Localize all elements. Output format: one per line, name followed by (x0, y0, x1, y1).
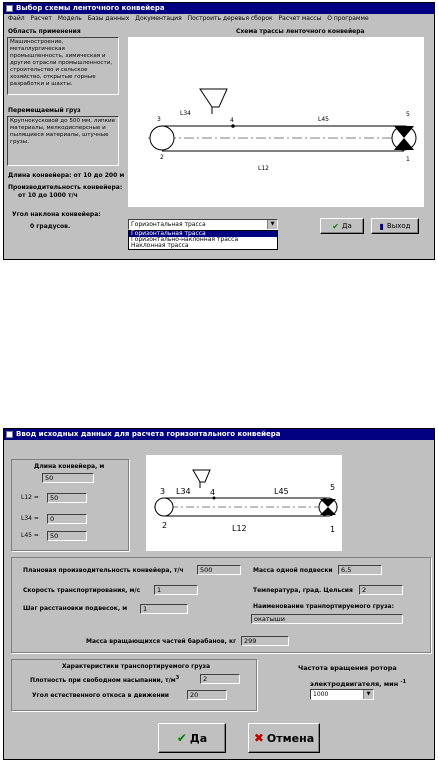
density-label (30, 675, 179, 684)
l34-field-label: L34 = (21, 515, 39, 522)
menu-file[interactable]: Файл (8, 15, 25, 22)
menu-about[interactable]: О программе (327, 15, 369, 22)
menu-mass-calc[interactable]: Расчет массы (278, 15, 322, 22)
node-2-label: 2 (160, 154, 164, 161)
capacity-range-value: от 10 до 1000 т/ч (18, 192, 78, 199)
density-field[interactable]: 2 (200, 674, 240, 684)
tail-drum (150, 126, 174, 150)
cargo-memo[interactable]: Крупнокусковой до 500 мм, липкие материалы, мелкодисперсные и пылящиеся материалы, штучные грузы. (7, 116, 119, 166)
step-label: Шаг расстановки подвесок, м (23, 605, 128, 612)
route-option-inclined[interactable]: Наклонная трасса (131, 242, 189, 249)
cargo-name-label: Наименование транпортируемого груза: (253, 603, 395, 610)
node-3-label: 3 (160, 487, 166, 496)
density-label-text: Плотность при свободном насыпании, т/м (30, 677, 176, 684)
angle-value: 0 градусов. (30, 223, 71, 230)
l45-label: L45 (318, 116, 329, 123)
angle-label: Угол наклона конвейера: (12, 211, 101, 218)
conveyor-diagram-small (146, 455, 342, 551)
menu-databases[interactable]: Базы данных (87, 15, 130, 22)
window1-titlebar[interactable] (4, 3, 434, 14)
scheme-selection-window (3, 2, 435, 260)
ok-button-label: Да (341, 222, 352, 230)
productivity-label: Плановая производительность конвейера, т/ч (23, 567, 184, 574)
step-field[interactable]: 1 (140, 604, 188, 614)
diagram-panel (146, 455, 342, 551)
chevron-down-icon[interactable]: ▼ (267, 220, 277, 229)
input-data-window (3, 428, 435, 760)
speed-label: Скорость транспортирования, м/с (23, 587, 141, 594)
node-1-label: 1 (330, 525, 336, 534)
checkmark-icon: ✔ (176, 731, 187, 745)
l12-field[interactable]: 50 (47, 493, 87, 503)
exit-button[interactable] (371, 218, 419, 234)
productivity-field[interactable]: 500 (197, 565, 241, 575)
node-4-label: 4 (230, 117, 234, 124)
close-icon: ✖ (253, 731, 264, 745)
cargo-chars-label: Характеристики транспортируемого груза (62, 663, 211, 670)
tail-drum (155, 498, 173, 516)
temperature-field[interactable]: 2 (359, 585, 403, 595)
ok-button-label: Да (189, 731, 208, 745)
cancel-button-label: Отмена (266, 731, 315, 745)
slope-field[interactable]: 20 (187, 690, 227, 700)
scheme-title: Схема трассы ленточного конвейера (236, 28, 365, 35)
app-icon (6, 5, 13, 12)
menu-model[interactable]: Модель (57, 15, 82, 22)
cancel-button[interactable] (248, 723, 320, 753)
scope-memo[interactable]: Машиностроение, металлургическая промышленность, химическая и другие отрасли промышленности, строительство и сельское хозяйство, открытые горные разработки и шахты. (7, 37, 119, 95)
mass-field[interactable]: 6,5 (338, 565, 382, 575)
mass-label: Масса одной подвески (253, 567, 333, 574)
l45-field-label: L45 = (21, 532, 39, 539)
l45-label: L45 (274, 487, 289, 496)
l34-label: L34 (176, 487, 191, 496)
slope-label: Угол естественного откоса в движении (32, 692, 170, 699)
hopper-shape (200, 89, 227, 107)
total-length-field[interactable]: 50 (42, 473, 94, 483)
route-option-horizontal[interactable]: Горизонтальная трасса (129, 231, 277, 237)
node-4-label: 4 (210, 488, 216, 497)
speed-field[interactable]: 1 (154, 585, 198, 595)
menu-calc[interactable]: Расчет (30, 15, 52, 22)
drum-mass-field[interactable]: 299 (241, 636, 289, 646)
length-range-text: Длина конвейера: от 10 до 200 м (8, 172, 125, 179)
l12-label: L12 (258, 165, 269, 172)
window1-menubar (4, 14, 434, 24)
window2-title: Ввод исходных данных для расчета горизонтального конвейера (16, 430, 281, 438)
route-type-combo[interactable] (128, 219, 278, 230)
scheme-panel (128, 37, 424, 207)
density-sup: 3 (175, 675, 180, 681)
route-type-value: Горизонтальная трасса (131, 221, 206, 228)
rotor-label-1: Частота вращения ротора (298, 664, 397, 672)
rotor-speed-value: 1000 (313, 691, 329, 698)
exit-door-icon: ▮ (379, 221, 384, 231)
menu-assembly-trees[interactable]: Построить деревья сборок (187, 15, 273, 22)
window1-title: Выбор схемы ленточного конвейера (16, 4, 165, 12)
length-group-label: Длина конвейера, м (34, 463, 105, 470)
route-option-horizontal-inclined[interactable]: Горизонтально-наклонная трасса (131, 236, 239, 243)
node-1-label: 1 (406, 156, 410, 163)
capacity-range-label: Производительность конвейера: (8, 184, 123, 191)
menu-docs[interactable]: Документация (135, 15, 182, 22)
rotor-sup: -1 (400, 679, 407, 685)
l45-field[interactable]: 50 (47, 531, 87, 541)
point-4-dot (231, 124, 235, 128)
drum-mass-label: Масса вращающихся частей барабанов, кг (86, 638, 237, 645)
node-3-label: 3 (157, 116, 161, 123)
l12-label: L12 (232, 524, 247, 533)
hopper-shape (193, 470, 210, 482)
l34-label: L34 (180, 110, 191, 117)
window2-titlebar[interactable] (4, 429, 434, 440)
ok-button[interactable] (158, 723, 226, 753)
chevron-down-icon[interactable]: ▼ (363, 690, 373, 699)
checkmark-icon: ✔ (332, 221, 339, 231)
l12-field-label: L12 = (21, 494, 39, 501)
rotor-speed-combo[interactable] (310, 689, 374, 700)
cargo-name-field[interactable]: окатыши (251, 614, 403, 624)
exit-button-label: Выход (386, 222, 411, 230)
conveyor-diagram (128, 37, 424, 207)
route-type-dropdown (128, 230, 278, 250)
scope-label: Область применения (8, 28, 81, 35)
l34-field[interactable]: 0 (47, 514, 87, 524)
node-5-label: 5 (330, 483, 336, 492)
cargo-label: Перемещаемый груз (8, 107, 81, 114)
node-2-label: 2 (162, 521, 168, 530)
temperature-label: Температура, град. Цельсия (253, 587, 353, 594)
ok-button[interactable] (320, 218, 364, 234)
rotor-label-2-text: электродвигателя, мин (310, 680, 399, 689)
window-icon (6, 431, 13, 438)
rotor-label-2 (310, 679, 406, 688)
node-5-label: 5 (406, 111, 410, 118)
